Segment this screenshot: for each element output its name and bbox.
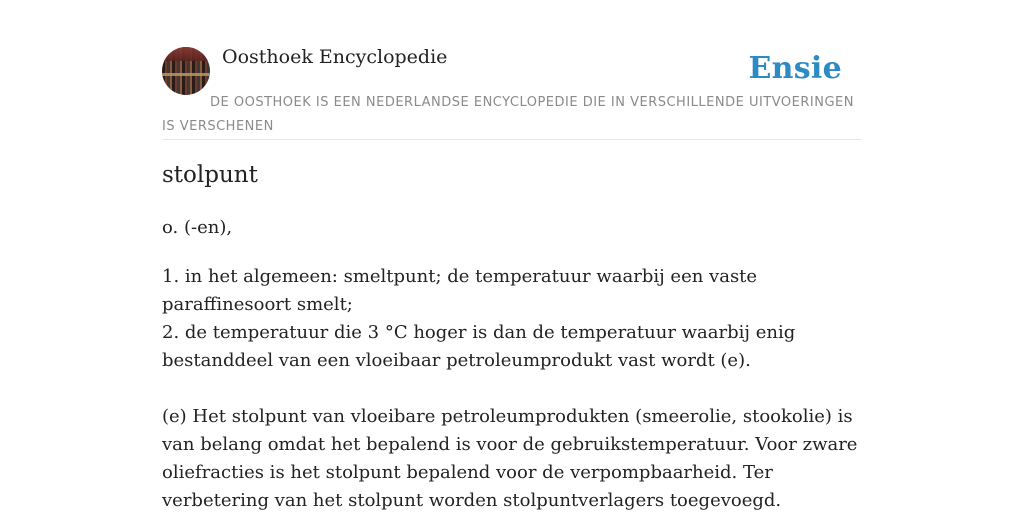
entry-grammar: o. (-en), xyxy=(162,217,233,238)
entry-title: stolpunt xyxy=(162,162,258,188)
entry-definition xyxy=(162,263,862,515)
encyclopedia-avatar[interactable] xyxy=(162,47,210,95)
ensie-logo-link[interactable]: Ensie xyxy=(748,51,842,86)
site-tagline: DE OOSTHOEK IS EEN NEDERLANDSE ENCYCLOPEDIE DIE IN VERSCHILLENDE UITVOERINGEN IS VERSCHENEN xyxy=(162,95,854,134)
page-container xyxy=(162,0,862,511)
definition-item-2: 2. de temperatuur die 3 °C hoger is dan de temperatuur waarbij enig bestanddeel van een vloeibaar petroleumprodukt vast wordt (e). xyxy=(162,322,796,371)
site-header xyxy=(162,0,862,140)
definition-note: (e) Het stolpunt van vloeibare petroleumprodukten (smeerolie, stookolie) is van belang omdat het bepalend is voor de gebruikstemperatuur. Voor zware oliefracties is het stolpunt bepalend voor de verpompbaarheid. Ter verbetering van het stolpunt worden stolpuntverlagers toegevoegd. xyxy=(162,406,858,511)
definition-item-1: 1. in het algemeen: smeltpunt; de temperatuur waarbij een vaste paraffinesoort smelt; xyxy=(162,266,758,315)
site-name[interactable]: Oosthoek Encyclopedie xyxy=(222,46,448,68)
